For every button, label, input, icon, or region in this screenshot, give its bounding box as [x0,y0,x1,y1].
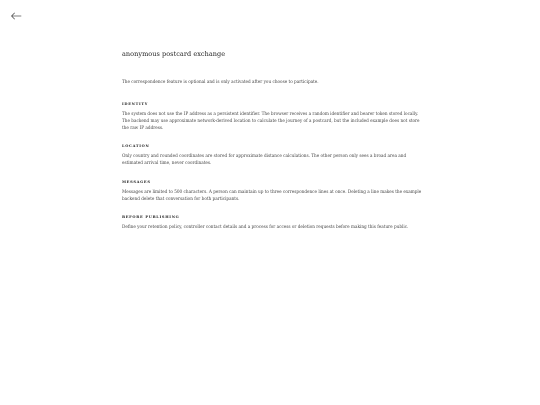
section-heading: BEFORE PUBLISHING [122,215,180,220]
page-title: anonymous postcard exchange [122,50,226,58]
section-messages [122,180,422,202]
section-heading: MESSAGES [122,179,151,184]
privacy-notice [122,50,422,243]
section-body: Define your retention policy, controller contact details and a process for access or deletion requests before making this feature public. [122,224,409,230]
section-heading: IDENTITY [122,101,149,106]
section-heading: LOCATION [122,144,150,149]
back-button[interactable] [9,9,23,23]
section-before-publishing [122,215,422,230]
section-location [122,144,422,166]
intro-text: The correspondence feature is optional and is only activated after you choose to participate. [122,79,319,84]
section-body: The system does not use the IP address as a persistent identifier. The browser receives a random identifier and bearer token stored locally. The backend may use approximate network-derived location to calculate the journey of a postcard, but the included example does not store the raw IP address. [122,110,420,130]
section-body: Only country and rounded coordinates are stored for approximate distance calculations. The other person only sees a broad area and estimated arrival time, never coordinates. [122,153,407,166]
section-identity [122,102,422,132]
section-body: Messages are limited to 500 characters. A person can maintain up to three correspondence lines at once. Deleting a line makes the example backend delete that conversation for both participants. [122,188,422,201]
arrow-left-icon [10,12,22,20]
